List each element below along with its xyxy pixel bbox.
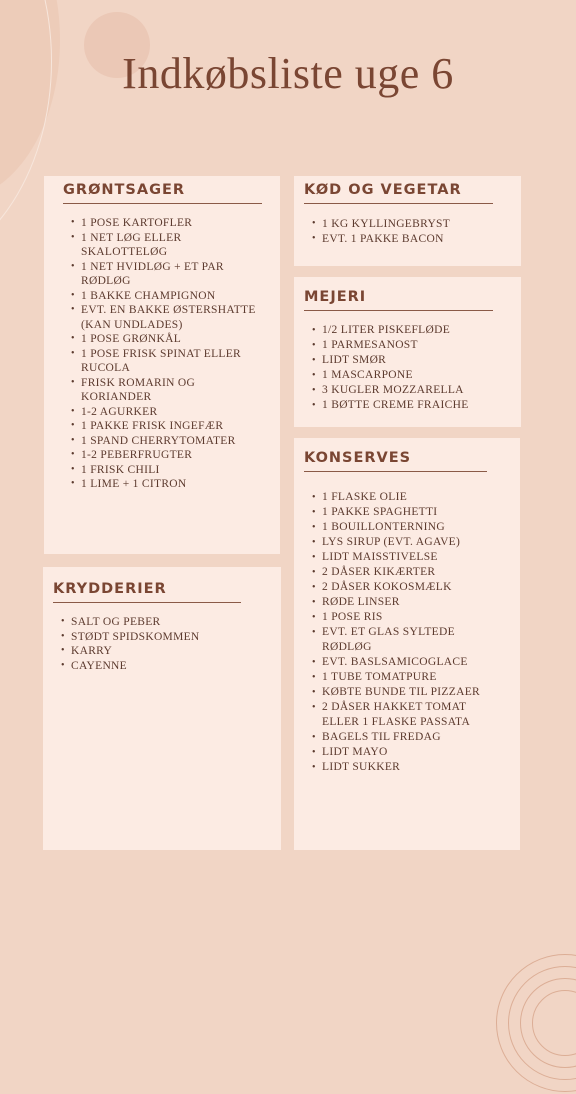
list-item: • 1 BOUILLONTERNING <box>312 520 487 535</box>
list-item: • 3 KUGLER MOZZARELLA <box>312 383 493 398</box>
list-item: • 1 TUBE TOMATPURE <box>312 670 487 685</box>
list-item: • EVT. 1 PAKKE BACON <box>312 232 493 247</box>
list-item: • 2 DÅSER KOKOSMÆLK <box>312 580 487 595</box>
section-groentsager <box>44 176 280 554</box>
list-item: • 1 LIME + 1 CITRON <box>71 477 262 492</box>
list-item: • LIDT MAISSTIVELSE <box>312 550 487 565</box>
item-list <box>304 490 487 775</box>
list-item: • EVT. EN BAKKE ØSTERSHATTE (KAN UNDLADES) <box>71 303 262 332</box>
list-item: • 1 BØTTE CREME FRAICHE <box>312 398 493 413</box>
list-item: • 1-2 PEBERFRUGTER <box>71 448 262 463</box>
list-item: • 1 NET HVIDLØG + ET PAR RØDLØG <box>71 260 262 289</box>
list-item: • LIDT SMØR <box>312 353 493 368</box>
list-item: • 2 DÅSER KIKÆRTER <box>312 565 487 580</box>
section-heading: KONSERVES <box>304 450 487 472</box>
section-heading: GRØNTSAGER <box>63 182 262 204</box>
list-item: • CAYENNE <box>61 659 263 674</box>
item-list <box>304 323 493 413</box>
section-heading: KRYDDERIER <box>53 581 241 603</box>
page-title: Indkøbsliste uge 6 <box>122 49 454 98</box>
list-item: • 1 SPAND CHERRYTOMATER <box>71 434 262 449</box>
item-list <box>63 216 262 492</box>
list-item: • 1 PAKKE SPAGHETTI <box>312 505 487 520</box>
list-item: • 2 DÅSER HAKKET TOMAT ELLER 1 FLASKE PASSATA <box>312 700 487 730</box>
list-item: • 1 POSE FRISK SPINAT ELLER RUCOLA <box>71 347 262 376</box>
list-item: • EVT. BASLSAMICOGLACE <box>312 655 487 670</box>
list-item: • LYS SIRUP (EVT. AGAVE) <box>312 535 487 550</box>
section-konserves <box>294 438 520 850</box>
list-item: • EVT. ET GLAS SYLTEDE RØDLØG <box>312 625 487 655</box>
list-item: • 1 POSE RIS <box>312 610 487 625</box>
list-item: • 1 NET LØG ELLER SKALOTTELØG <box>71 231 262 260</box>
list-item: • 1 MASCARPONE <box>312 368 493 383</box>
list-item: • BAGELS TIL FREDAG <box>312 730 487 745</box>
list-item: • STØDT SPIDSKOMMEN <box>61 630 263 645</box>
list-item: • 1 FRISK CHILI <box>71 463 262 478</box>
list-item: • 1 POSE GRØNKÅL <box>71 332 262 347</box>
list-item: • KØBTE BUNDE TIL PIZZAER <box>312 685 487 700</box>
list-item: • KARRY <box>61 644 263 659</box>
decorative-rings <box>496 954 576 1094</box>
item-list <box>304 217 493 246</box>
list-item: • LIDT MAYO <box>312 745 487 760</box>
list-item: • FRISK ROMARIN OG KORIANDER <box>71 376 262 405</box>
section-krydderier <box>43 567 281 850</box>
list-item: • SALT OG PEBER <box>61 615 263 630</box>
section-mejeri <box>294 277 521 427</box>
list-item: • LIDT SUKKER <box>312 760 487 775</box>
list-item: • RØDE LINSER <box>312 595 487 610</box>
list-item: • 1 KG KYLLINGEBRYST <box>312 217 493 232</box>
list-item: • 1-2 AGURKER <box>71 405 262 420</box>
list-item: • 1 PARMESANOST <box>312 338 493 353</box>
list-item: • 1 POSE KARTOFLER <box>71 216 262 231</box>
list-item: • 1 PAKKE FRISK INGEFÆR <box>71 419 262 434</box>
list-item: • 1/2 LITER PISKEFLØDE <box>312 323 493 338</box>
section-heading: MEJERI <box>304 289 493 311</box>
list-item: • 1 FLASKE OLIE <box>312 490 487 505</box>
section-heading: KØD OG VEGETAR <box>304 182 493 204</box>
list-item: • 1 BAKKE CHAMPIGNON <box>71 289 262 304</box>
section-koed-og-vegetar <box>294 176 521 266</box>
item-list <box>53 615 263 673</box>
